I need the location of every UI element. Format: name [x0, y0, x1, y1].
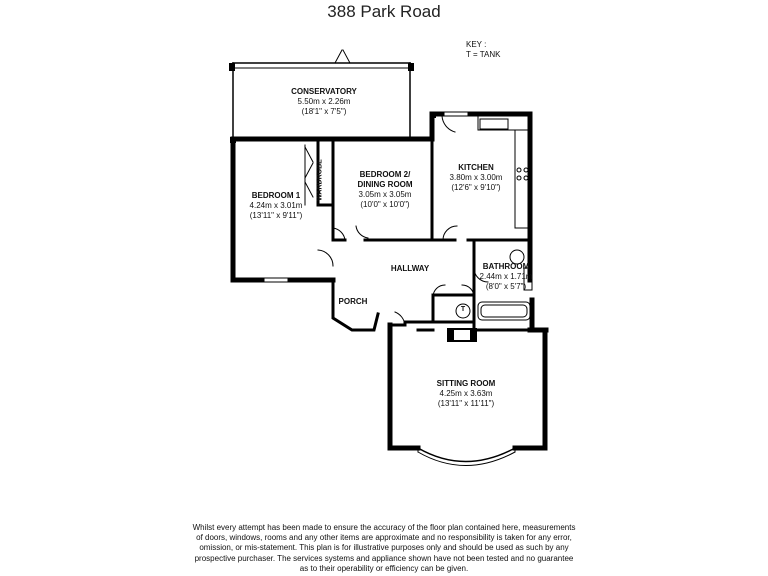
disclaimer-line: Whilst every attempt has been made to ensure the accuracy of the floor plan contained here, measurements [192, 523, 576, 532]
bedroom1-metric: 4.24m x 3.01m [249, 201, 303, 210]
bedroom1-imperial: (13'11" x 9'11") [249, 211, 303, 220]
bathroom-label [477, 262, 535, 292]
disclaimer [120, 523, 648, 574]
disclaimer-line: as to their operability or efficiency can be given. [299, 563, 469, 573]
wardrobe-label: WARDROBE [316, 159, 324, 201]
hallway-label [380, 264, 440, 274]
bathroom-name: BATHROOM [482, 262, 530, 271]
tank-marker: T [460, 306, 466, 313]
bedroom2-metric: 3.05m x 3.05m [358, 190, 412, 199]
key-tank-entry: T = TANK [466, 50, 501, 59]
bedroom2-name2: DINING ROOM [357, 180, 413, 189]
bedroom1-label [236, 191, 316, 221]
sitting-room-name: SITTING ROOM [436, 379, 496, 388]
conservatory-metric: 5.50m x 2.26m [297, 97, 351, 106]
sitting-room-imperial: (13'11" x 11'11") [437, 399, 495, 408]
plan-title: 388 Park Road [327, 2, 441, 21]
bedroom2-imperial: (10'0" x 10'0") [360, 200, 410, 209]
porch-name: PORCH [338, 297, 368, 306]
bedroom2-name: BEDROOM 2/ [359, 170, 411, 179]
kitchen-imperial: (12'6" x 9'10") [451, 183, 501, 192]
key-heading: KEY : [466, 40, 487, 49]
conservatory-imperial: (18'1" x 7'5") [301, 107, 347, 116]
porch-label [334, 297, 372, 307]
bathroom-metric: 2.44m x 1.71m [479, 272, 533, 281]
conservatory-label [262, 87, 386, 117]
disclaimer-line: omission, or mis-statement. This plan is for illustrative purposes only and should be used as such by any [199, 543, 569, 553]
kitchen-label [440, 163, 512, 193]
hallway-name: HALLWAY [390, 264, 430, 273]
bathroom-imperial: (8'0" x 5'7") [485, 282, 527, 291]
conservatory-name: CONSERVATORY [291, 87, 357, 96]
kitchen-metric: 3.80m x 3.00m [449, 173, 503, 182]
disclaimer-line: of doors, windows, rooms and any other items are approximate and no responsibility is taken for any error, [196, 533, 572, 543]
bedroom1-name: BEDROOM 1 [251, 191, 301, 200]
sitting-room-metric: 4.25m x 3.63m [439, 389, 493, 398]
bedroom2-label [340, 170, 430, 210]
disclaimer-line: prospective purchaser. The services systems and appliance shown have not been tested and no guarantee [194, 553, 574, 563]
kitchen-name: KITCHEN [458, 163, 494, 172]
sitting-room-label [416, 379, 516, 409]
